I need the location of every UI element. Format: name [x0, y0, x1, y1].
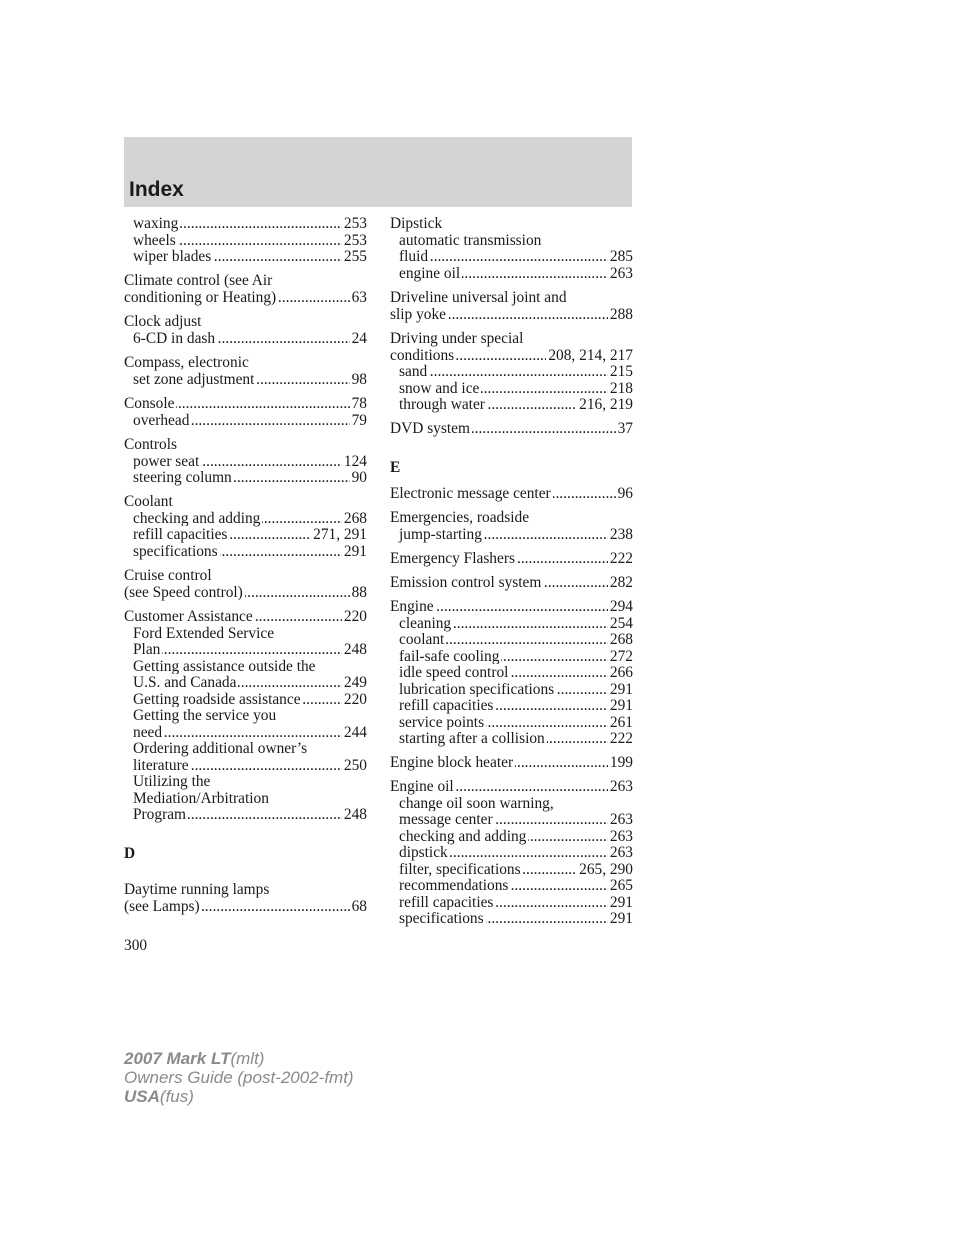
index-page-ref: 263	[609, 778, 633, 795]
index-term: need	[133, 723, 163, 741]
index-term: recommendations	[399, 877, 509, 894]
dot-leader	[133, 725, 367, 741]
index-subentry	[133, 331, 367, 347]
footer-region-code: (fus)	[159, 1087, 194, 1106]
index-subentry	[399, 812, 633, 828]
index-page-ref: 272	[609, 647, 633, 665]
index-page-ref: 124	[343, 452, 367, 470]
dot-leader	[133, 642, 367, 658]
index-page-ref: 253	[343, 231, 367, 249]
index-page-ref: 63	[351, 288, 367, 306]
index-term: overhead	[133, 411, 190, 429]
index-subentry	[399, 233, 633, 249]
index-term: automatic transmission	[399, 231, 542, 249]
index-subentry	[399, 829, 633, 845]
index-entry	[390, 599, 633, 615]
page-number: 300	[124, 937, 148, 954]
footer-line-1	[124, 1049, 354, 1068]
index-subentry	[399, 665, 633, 681]
index-subentry	[133, 216, 367, 232]
index-term: refill capacities	[399, 697, 494, 714]
index-subentry	[133, 659, 367, 675]
index-subentry	[133, 249, 367, 265]
index-term: starting after a collision	[399, 730, 545, 747]
index-page-ref: 265, 290	[579, 860, 633, 878]
index-page-ref: 291	[609, 697, 633, 714]
index-entry	[124, 882, 367, 898]
index-subentry	[399, 796, 633, 812]
index-entry	[124, 494, 367, 510]
index-term: change oil soon warning,	[399, 794, 554, 812]
index-page-ref: 288	[609, 305, 633, 323]
index-page-ref: 255	[343, 248, 367, 265]
index-entry	[124, 568, 367, 584]
index-entry	[124, 273, 367, 289]
index-entry	[124, 355, 367, 371]
index-term: DVD system	[390, 420, 470, 437]
index-term: (see Speed control)	[124, 583, 243, 601]
index-subentry	[399, 698, 633, 714]
index-term: cleaning	[399, 614, 452, 632]
index-term: literature	[133, 756, 189, 774]
index-subentry	[399, 911, 633, 927]
index-term: fail-safe cooling	[399, 647, 500, 665]
index-term: wiper blades	[133, 248, 212, 265]
index-subentry	[133, 454, 367, 470]
index-subentry	[399, 266, 633, 282]
index-term: Electronic message center	[390, 485, 551, 502]
index-term: Plan	[133, 641, 161, 658]
index-entry	[124, 290, 367, 306]
index-page-ref: 268	[609, 631, 633, 648]
index-page-ref: 291	[609, 893, 633, 911]
index-subentry	[133, 511, 367, 527]
section-letter: D	[124, 845, 136, 862]
index-term: Console	[124, 395, 175, 412]
index-page-ref: 96	[617, 485, 633, 502]
index-page-ref: 291	[609, 680, 633, 698]
footer-line-3	[124, 1087, 354, 1106]
index-entry	[124, 609, 367, 625]
index-term: Coolant	[124, 493, 173, 510]
index-entry	[390, 290, 633, 306]
index-page-ref: 263	[609, 264, 633, 282]
index-term: Emergencies, roadside	[390, 509, 530, 526]
index-term: coolant	[399, 631, 445, 648]
index-entry	[124, 899, 367, 915]
index-term: refill capacities	[399, 893, 494, 911]
index-term: Cruise control	[124, 567, 212, 584]
footer	[124, 1049, 354, 1106]
page-title: Index	[129, 178, 184, 201]
index-term: Clock adjust	[124, 313, 202, 330]
index-entry	[390, 421, 633, 437]
index-subentry	[133, 642, 367, 658]
index-subentry	[399, 895, 633, 911]
index-term: fluid	[399, 248, 429, 265]
index-subentry	[133, 675, 367, 691]
index-term: engine oil	[399, 264, 461, 282]
index-subentry	[133, 708, 367, 724]
index-page-ref: 271, 291	[313, 526, 367, 543]
index-term: steering column	[133, 469, 232, 486]
index-term: dipstick	[399, 844, 448, 861]
index-page-ref: 90	[351, 469, 367, 486]
index-entry	[390, 779, 633, 795]
index-subentry	[133, 413, 367, 429]
dot-leader	[399, 364, 633, 380]
index-subentry	[399, 649, 633, 665]
index-page-ref: 263	[609, 844, 633, 861]
index-page-ref: 79	[351, 411, 367, 429]
index-term: slip yoke	[390, 305, 447, 323]
index-term: checking and adding	[133, 509, 261, 527]
index-subentry	[133, 725, 367, 741]
index-term: Engine	[390, 598, 434, 615]
index-page-ref: 253	[343, 215, 367, 232]
index-page-ref: 294	[609, 598, 633, 615]
index-term: wheels	[133, 231, 176, 249]
index-term: jump-starting	[399, 525, 482, 543]
index-subentry	[399, 249, 633, 265]
index-term: Getting roadside assistance	[133, 690, 301, 708]
index-page-ref: 263	[609, 811, 633, 828]
index-subentry	[399, 381, 633, 397]
index-term: Getting assistance outside the	[133, 657, 316, 675]
index-term: snow and ice	[399, 379, 480, 397]
index-page-ref: 250	[343, 756, 367, 774]
index-term: idle speed control	[399, 664, 509, 681]
index-entry	[390, 551, 633, 567]
index-page-ref: 222	[609, 730, 633, 747]
footer-model-code: (mlt)	[230, 1049, 265, 1068]
index-page-ref: 266	[609, 664, 633, 681]
index-term: Daytime running lamps	[124, 881, 270, 898]
index-subentry	[133, 758, 367, 774]
index-term: Utilizing the	[133, 773, 211, 790]
index-page-ref: 291	[609, 910, 633, 927]
index-term: Climate control (see Air	[124, 272, 273, 289]
index-subentry	[399, 616, 633, 632]
index-term: specifications	[133, 542, 218, 560]
index-subentry	[399, 878, 633, 894]
index-term: through water	[399, 396, 485, 413]
index-subentry	[133, 470, 367, 486]
index-page-ref: 282	[609, 574, 633, 591]
index-entry	[124, 396, 367, 412]
index-term: Compass, electronic	[124, 354, 249, 371]
index-term: service points	[399, 713, 485, 731]
index-subentry	[133, 233, 367, 249]
index-page-ref: 220	[343, 608, 367, 625]
index-page-ref: 78	[351, 395, 367, 412]
index-page-ref: 248	[343, 641, 367, 658]
index-term: power seat	[133, 452, 200, 470]
index-term: Program	[133, 806, 187, 823]
index-term: conditioning or Heating)	[124, 288, 277, 306]
index-page-ref: 199	[609, 754, 633, 771]
index-term: Ordering additional owner’s	[133, 740, 308, 757]
index-term: refill capacities	[133, 526, 228, 543]
index-page-ref: 261	[609, 713, 633, 731]
index-term: conditions	[390, 346, 455, 364]
index-entry	[390, 216, 633, 232]
index-entry	[390, 510, 633, 526]
index-page-ref: 244	[343, 723, 367, 741]
index-subentry	[399, 715, 633, 731]
footer-region: USA	[124, 1087, 160, 1106]
index-term: Emission control system	[390, 574, 542, 591]
index-term: message center	[399, 811, 493, 828]
index-subentry	[399, 364, 633, 380]
index-term: Controls	[124, 436, 178, 453]
index-term: sand	[399, 363, 428, 380]
index-term: Engine block heater	[390, 754, 514, 771]
index-term: Emergency Flashers	[390, 550, 515, 567]
index-page-ref: 216, 219	[579, 396, 633, 413]
index-term: Ford Extended Service	[133, 624, 275, 642]
index-page-ref: 238	[609, 525, 633, 543]
index-page-ref: 263	[609, 827, 633, 845]
header-band	[124, 137, 632, 207]
index-entry	[390, 486, 633, 502]
index-term: Driving under special	[390, 330, 524, 347]
index-term: filter, specifications	[399, 860, 521, 878]
footer-model: 2007 Mark LT	[124, 1049, 231, 1068]
index-subentry	[133, 692, 367, 708]
index-term: specifications	[399, 910, 484, 927]
index-entry	[124, 437, 367, 453]
index-term: (see Lamps)	[124, 897, 200, 915]
index-page-ref: 88	[351, 583, 367, 601]
index-page-ref: 268	[343, 509, 367, 527]
index-entry	[390, 575, 633, 591]
index-page-ref: 98	[351, 370, 367, 388]
index-subentry	[133, 544, 367, 560]
index-page-ref: 215	[609, 363, 633, 380]
index-page-ref: 220	[343, 690, 367, 708]
index-entry	[124, 314, 367, 330]
index-page-ref: 208, 214, 217	[548, 346, 633, 364]
index-subentry	[133, 791, 367, 807]
index-term: Engine oil	[390, 778, 454, 795]
index-subentry	[399, 862, 633, 878]
index-subentry	[399, 632, 633, 648]
index-term: Getting the service you	[133, 707, 277, 724]
index-term: Customer Assistance	[124, 608, 253, 625]
index-page-ref: 68	[351, 897, 367, 915]
index-term: Dipstick	[390, 215, 443, 232]
index-entry	[390, 307, 633, 323]
index-term: lubrication specifications	[399, 680, 555, 698]
index-term: waxing	[133, 215, 179, 232]
footer-line-2: Owners Guide (post-2002-fmt)	[124, 1068, 354, 1087]
index-subentry	[399, 527, 633, 543]
index-subentry	[399, 682, 633, 698]
index-term: 6-CD in dash	[133, 329, 216, 347]
index-subentry	[133, 774, 367, 790]
dot-leader	[399, 249, 633, 265]
index-entry	[124, 585, 367, 601]
index-subentry	[133, 626, 367, 642]
index-entry	[390, 331, 633, 347]
index-page-ref: 24	[351, 329, 367, 347]
index-page-ref: 222	[609, 550, 633, 567]
index-subentry	[399, 845, 633, 861]
index-page-ref: 265	[609, 877, 633, 894]
index-page-ref: 37	[617, 420, 633, 437]
index-term: Mediation/Arbitration	[133, 789, 269, 807]
index-subentry	[133, 527, 367, 543]
index-term: Driveline universal joint and	[390, 289, 567, 306]
index-page-ref: 254	[609, 614, 633, 632]
index-page-ref: 285	[609, 248, 633, 265]
index-subentry	[399, 731, 633, 747]
index-subentry	[133, 741, 367, 757]
index-page-ref: 291	[343, 542, 367, 560]
index-page-ref: 249	[343, 674, 367, 691]
index-page-ref: 248	[343, 806, 367, 823]
index-term: checking and adding	[399, 827, 527, 845]
index-subentry	[133, 807, 367, 823]
index-subentry	[133, 372, 367, 388]
index-page-ref: 218	[609, 379, 633, 397]
index-term: set zone adjustment	[133, 370, 255, 388]
index-entry	[390, 348, 633, 364]
index-term: U.S. and Canada	[133, 674, 237, 691]
index-entry	[390, 755, 633, 771]
index-subentry	[399, 397, 633, 413]
section-letter: E	[390, 459, 401, 476]
